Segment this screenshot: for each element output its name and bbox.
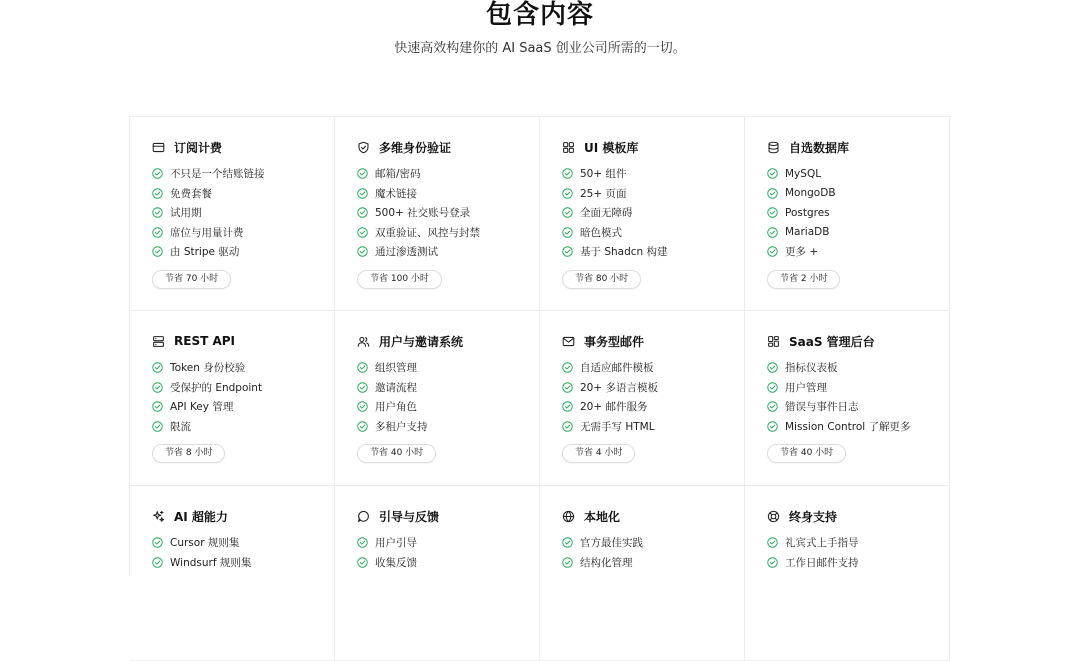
feature-list [562, 358, 744, 436]
check-circle-icon [562, 168, 573, 179]
time-saved-badge: 节省 80 小时 [562, 270, 641, 289]
credit-card-icon [152, 141, 165, 154]
feature-list-item [152, 358, 334, 378]
feature-card-header [152, 139, 334, 155]
feature-text: MySQL [785, 167, 822, 180]
feature-card-title: 终身支持 [789, 509, 838, 524]
feature-list-item [357, 378, 539, 398]
feature-list-item [562, 533, 744, 553]
feature-text: 通过渗透测试 [375, 246, 438, 259]
feature-list-item [357, 358, 539, 378]
feature-card [130, 311, 335, 486]
feature-text: 多租户支持 [375, 420, 428, 433]
check-circle-icon [152, 421, 163, 432]
feature-card [335, 311, 540, 486]
shield-check-icon [357, 141, 370, 154]
feature-text: 基于 Shadcn 构建 [580, 246, 668, 259]
feature-card-title: 事务型邮件 [584, 334, 645, 349]
feature-card-title: 本地化 [584, 509, 621, 524]
database-icon [767, 141, 780, 154]
check-circle-icon [767, 421, 778, 432]
time-saved-badge: 节省 40 小时 [357, 444, 436, 463]
feature-list-item [152, 533, 334, 553]
feature-list [767, 358, 949, 436]
feature-list-item [562, 203, 744, 223]
check-circle-icon [562, 421, 573, 432]
feature-list-item [562, 223, 744, 243]
check-circle-icon [767, 557, 778, 568]
check-circle-icon [562, 227, 573, 238]
feature-text: 席位与用量计费 [170, 226, 244, 239]
feature-list-item [357, 553, 539, 573]
feature-list-item [562, 553, 744, 573]
feature-text: 魔术链接 [375, 187, 417, 200]
feature-text: 限流 [170, 420, 191, 433]
feature-list-item [767, 358, 949, 378]
feature-text: 双重验证、风控与封禁 [375, 226, 480, 239]
check-circle-icon [767, 188, 778, 199]
feature-card-title: 多维身份验证 [379, 140, 452, 155]
check-circle-icon [152, 557, 163, 568]
feature-text: 试用期 [170, 207, 202, 220]
feature-card [335, 117, 540, 311]
feature-card-header [767, 333, 949, 349]
check-circle-icon [767, 382, 778, 393]
feature-list-item [562, 164, 744, 184]
feature-card-header [562, 139, 744, 155]
features-grid [129, 116, 951, 576]
feature-list-item [357, 223, 539, 243]
check-circle-icon [152, 188, 163, 199]
check-circle-icon [152, 227, 163, 238]
feature-list-item [767, 533, 949, 553]
feature-text: 结构化管理 [580, 556, 633, 569]
feature-text: Token 身份校验 [170, 362, 246, 375]
feature-text: 500+ 社交账号登录 [375, 207, 471, 220]
feature-card [540, 117, 745, 311]
check-circle-icon [562, 207, 573, 218]
feature-card [745, 311, 950, 486]
check-circle-icon [357, 421, 368, 432]
feature-card-header [562, 508, 744, 524]
feature-list [152, 164, 334, 262]
check-circle-icon [767, 207, 778, 218]
feature-text: 全面无障碍 [580, 207, 633, 220]
feature-text: 免费套餐 [170, 187, 212, 200]
feature-card [745, 486, 950, 661]
feature-list-item [357, 242, 539, 262]
feature-text: 组织管理 [375, 362, 417, 375]
feature-list-item [357, 184, 539, 204]
feature-list-item [152, 242, 334, 262]
feature-text: 50+ 组件 [580, 168, 627, 181]
feature-card [335, 486, 540, 661]
check-circle-icon [562, 537, 573, 548]
feature-list [562, 533, 744, 572]
globe-icon [562, 510, 575, 523]
time-saved-badge: 节省 8 小时 [152, 444, 225, 463]
feature-text: 不只是一个结账链接 [170, 168, 265, 181]
feature-list [357, 164, 539, 262]
check-circle-icon [152, 246, 163, 257]
dashboard-icon [767, 335, 780, 348]
feature-card-title: 引导与反馈 [379, 509, 440, 524]
feature-list-item [562, 397, 744, 417]
time-saved-badge: 节省 40 小时 [767, 444, 846, 463]
time-saved-badge: 节省 70 小时 [152, 270, 231, 289]
check-circle-icon [562, 188, 573, 199]
feature-text: 用户引导 [375, 537, 417, 550]
feature-card-header [562, 333, 744, 349]
page-title: 包含内容 [485, 0, 594, 30]
feature-text: 25+ 页面 [580, 187, 627, 200]
feature-list [562, 164, 744, 262]
feature-text: 工作日邮件支持 [785, 556, 859, 569]
check-circle-icon [357, 207, 368, 218]
check-circle-icon [357, 227, 368, 238]
feature-list [357, 358, 539, 436]
feature-list-item [152, 397, 334, 417]
feature-text: 由 Stripe 驱动 [170, 246, 240, 259]
check-circle-icon [357, 246, 368, 257]
check-circle-icon [562, 362, 573, 373]
feature-list-item [152, 378, 334, 398]
feature-text: 自适应邮件模板 [580, 362, 654, 375]
feature-list-item [357, 203, 539, 223]
check-circle-icon [357, 362, 368, 373]
feature-card-header [767, 508, 949, 524]
feature-text: 官方最佳实践 [580, 537, 643, 550]
check-circle-icon [152, 382, 163, 393]
feature-list-item [767, 242, 949, 262]
feature-list-item [562, 242, 744, 262]
feature-text: API Key 管理 [170, 401, 234, 414]
mail-icon [562, 335, 575, 348]
feature-text: Postgres [785, 206, 830, 219]
feature-card [540, 486, 745, 661]
feature-card-title: SaaS 管理后台 [789, 334, 875, 349]
check-circle-icon [152, 537, 163, 548]
feature-list-item [357, 164, 539, 184]
feature-card [130, 117, 335, 311]
check-circle-icon [562, 557, 573, 568]
feature-text: 收集反馈 [375, 556, 417, 569]
check-circle-icon [357, 557, 368, 568]
feature-list-item [767, 553, 949, 573]
check-circle-icon [767, 362, 778, 373]
feature-text: 更多 + [785, 246, 819, 259]
check-circle-icon [152, 207, 163, 218]
check-circle-icon [357, 168, 368, 179]
feature-list-item [152, 203, 334, 223]
feature-text: 20+ 邮件服务 [580, 401, 648, 414]
feature-text: Mission Control 了解更多 [785, 420, 911, 433]
time-saved-badge: 节省 2 小时 [767, 270, 840, 289]
feature-card-title: REST API [174, 334, 235, 348]
check-circle-icon [562, 382, 573, 393]
feature-list [152, 533, 334, 572]
feature-list-item [767, 397, 949, 417]
feature-list [767, 164, 949, 262]
feature-text: Cursor 规则集 [170, 537, 240, 550]
feature-list-item [152, 417, 334, 437]
check-circle-icon [767, 168, 778, 179]
feature-card-header [357, 139, 539, 155]
feature-list-item [152, 553, 334, 573]
feature-card-title: 用户与邀请系统 [379, 334, 464, 349]
time-saved-badge: 节省 4 小时 [562, 444, 635, 463]
feature-text: 错误与事件日志 [785, 401, 859, 414]
grid-icon [562, 141, 575, 154]
feature-list-item [357, 417, 539, 437]
feature-text: 用户角色 [375, 401, 417, 414]
feature-text: 无需手写 HTML [580, 420, 655, 433]
feature-card-header [767, 139, 949, 155]
feature-text: 邮箱/密码 [375, 168, 421, 181]
feature-text: MongoDB [785, 187, 836, 200]
check-circle-icon [767, 246, 778, 257]
time-saved-badge: 节省 100 小时 [357, 270, 442, 289]
feature-text: 指标仪表板 [785, 362, 838, 375]
check-circle-icon [767, 401, 778, 412]
feature-list-item [767, 378, 949, 398]
feature-list-item [562, 358, 744, 378]
feature-card-title: AI 超能力 [174, 509, 228, 524]
sparkles-icon [152, 510, 165, 523]
feature-text: 20+ 多语言模板 [580, 381, 658, 394]
check-circle-icon [357, 537, 368, 548]
feature-card [540, 311, 745, 486]
check-circle-icon [767, 227, 778, 238]
feature-card-header [357, 508, 539, 524]
check-circle-icon [357, 188, 368, 199]
feature-list-item [767, 223, 949, 243]
feature-card-title: 自选数据库 [789, 140, 850, 155]
feature-list-item [562, 417, 744, 437]
feature-card-header [152, 508, 334, 524]
check-circle-icon [152, 168, 163, 179]
users-icon [357, 335, 370, 348]
message-circle-icon [357, 510, 370, 523]
feature-list-item [562, 184, 744, 204]
feature-list-item [357, 397, 539, 417]
feature-card [130, 486, 335, 661]
feature-text: 邀请流程 [375, 381, 417, 394]
feature-text: 暗色模式 [580, 226, 622, 239]
feature-card-header [152, 333, 334, 349]
feature-text: Windsurf 规则集 [170, 556, 252, 569]
check-circle-icon [767, 537, 778, 548]
page-subtitle: 快速高效构建你的 AI SaaS 创业公司所需的一切。 [394, 41, 686, 56]
check-circle-icon [357, 401, 368, 412]
feature-list [152, 358, 334, 436]
feature-list-item [357, 533, 539, 553]
feature-text: 礼宾式上手指导 [785, 537, 859, 550]
server-icon [152, 335, 165, 348]
feature-text: MariaDB [785, 226, 830, 239]
feature-list-item [767, 164, 949, 184]
feature-list-item [152, 223, 334, 243]
feature-text: 受保护的 Endpoint [170, 381, 263, 394]
feature-list-item [767, 184, 949, 204]
lifebuoy-icon [767, 510, 780, 523]
feature-card-title: 订阅计费 [174, 140, 223, 155]
feature-list-item [152, 164, 334, 184]
feature-card [745, 117, 950, 311]
feature-list-item [767, 417, 949, 437]
check-circle-icon [357, 382, 368, 393]
feature-text: 用户管理 [785, 381, 827, 394]
feature-list-item [562, 378, 744, 398]
check-circle-icon [152, 362, 163, 373]
feature-list-item [767, 203, 949, 223]
feature-list [357, 533, 539, 572]
feature-card-header [357, 333, 539, 349]
check-circle-icon [562, 246, 573, 257]
check-circle-icon [152, 401, 163, 412]
feature-list [767, 533, 949, 572]
feature-card-title: UI 模板库 [584, 140, 639, 155]
check-circle-icon [562, 401, 573, 412]
feature-list-item [152, 184, 334, 204]
